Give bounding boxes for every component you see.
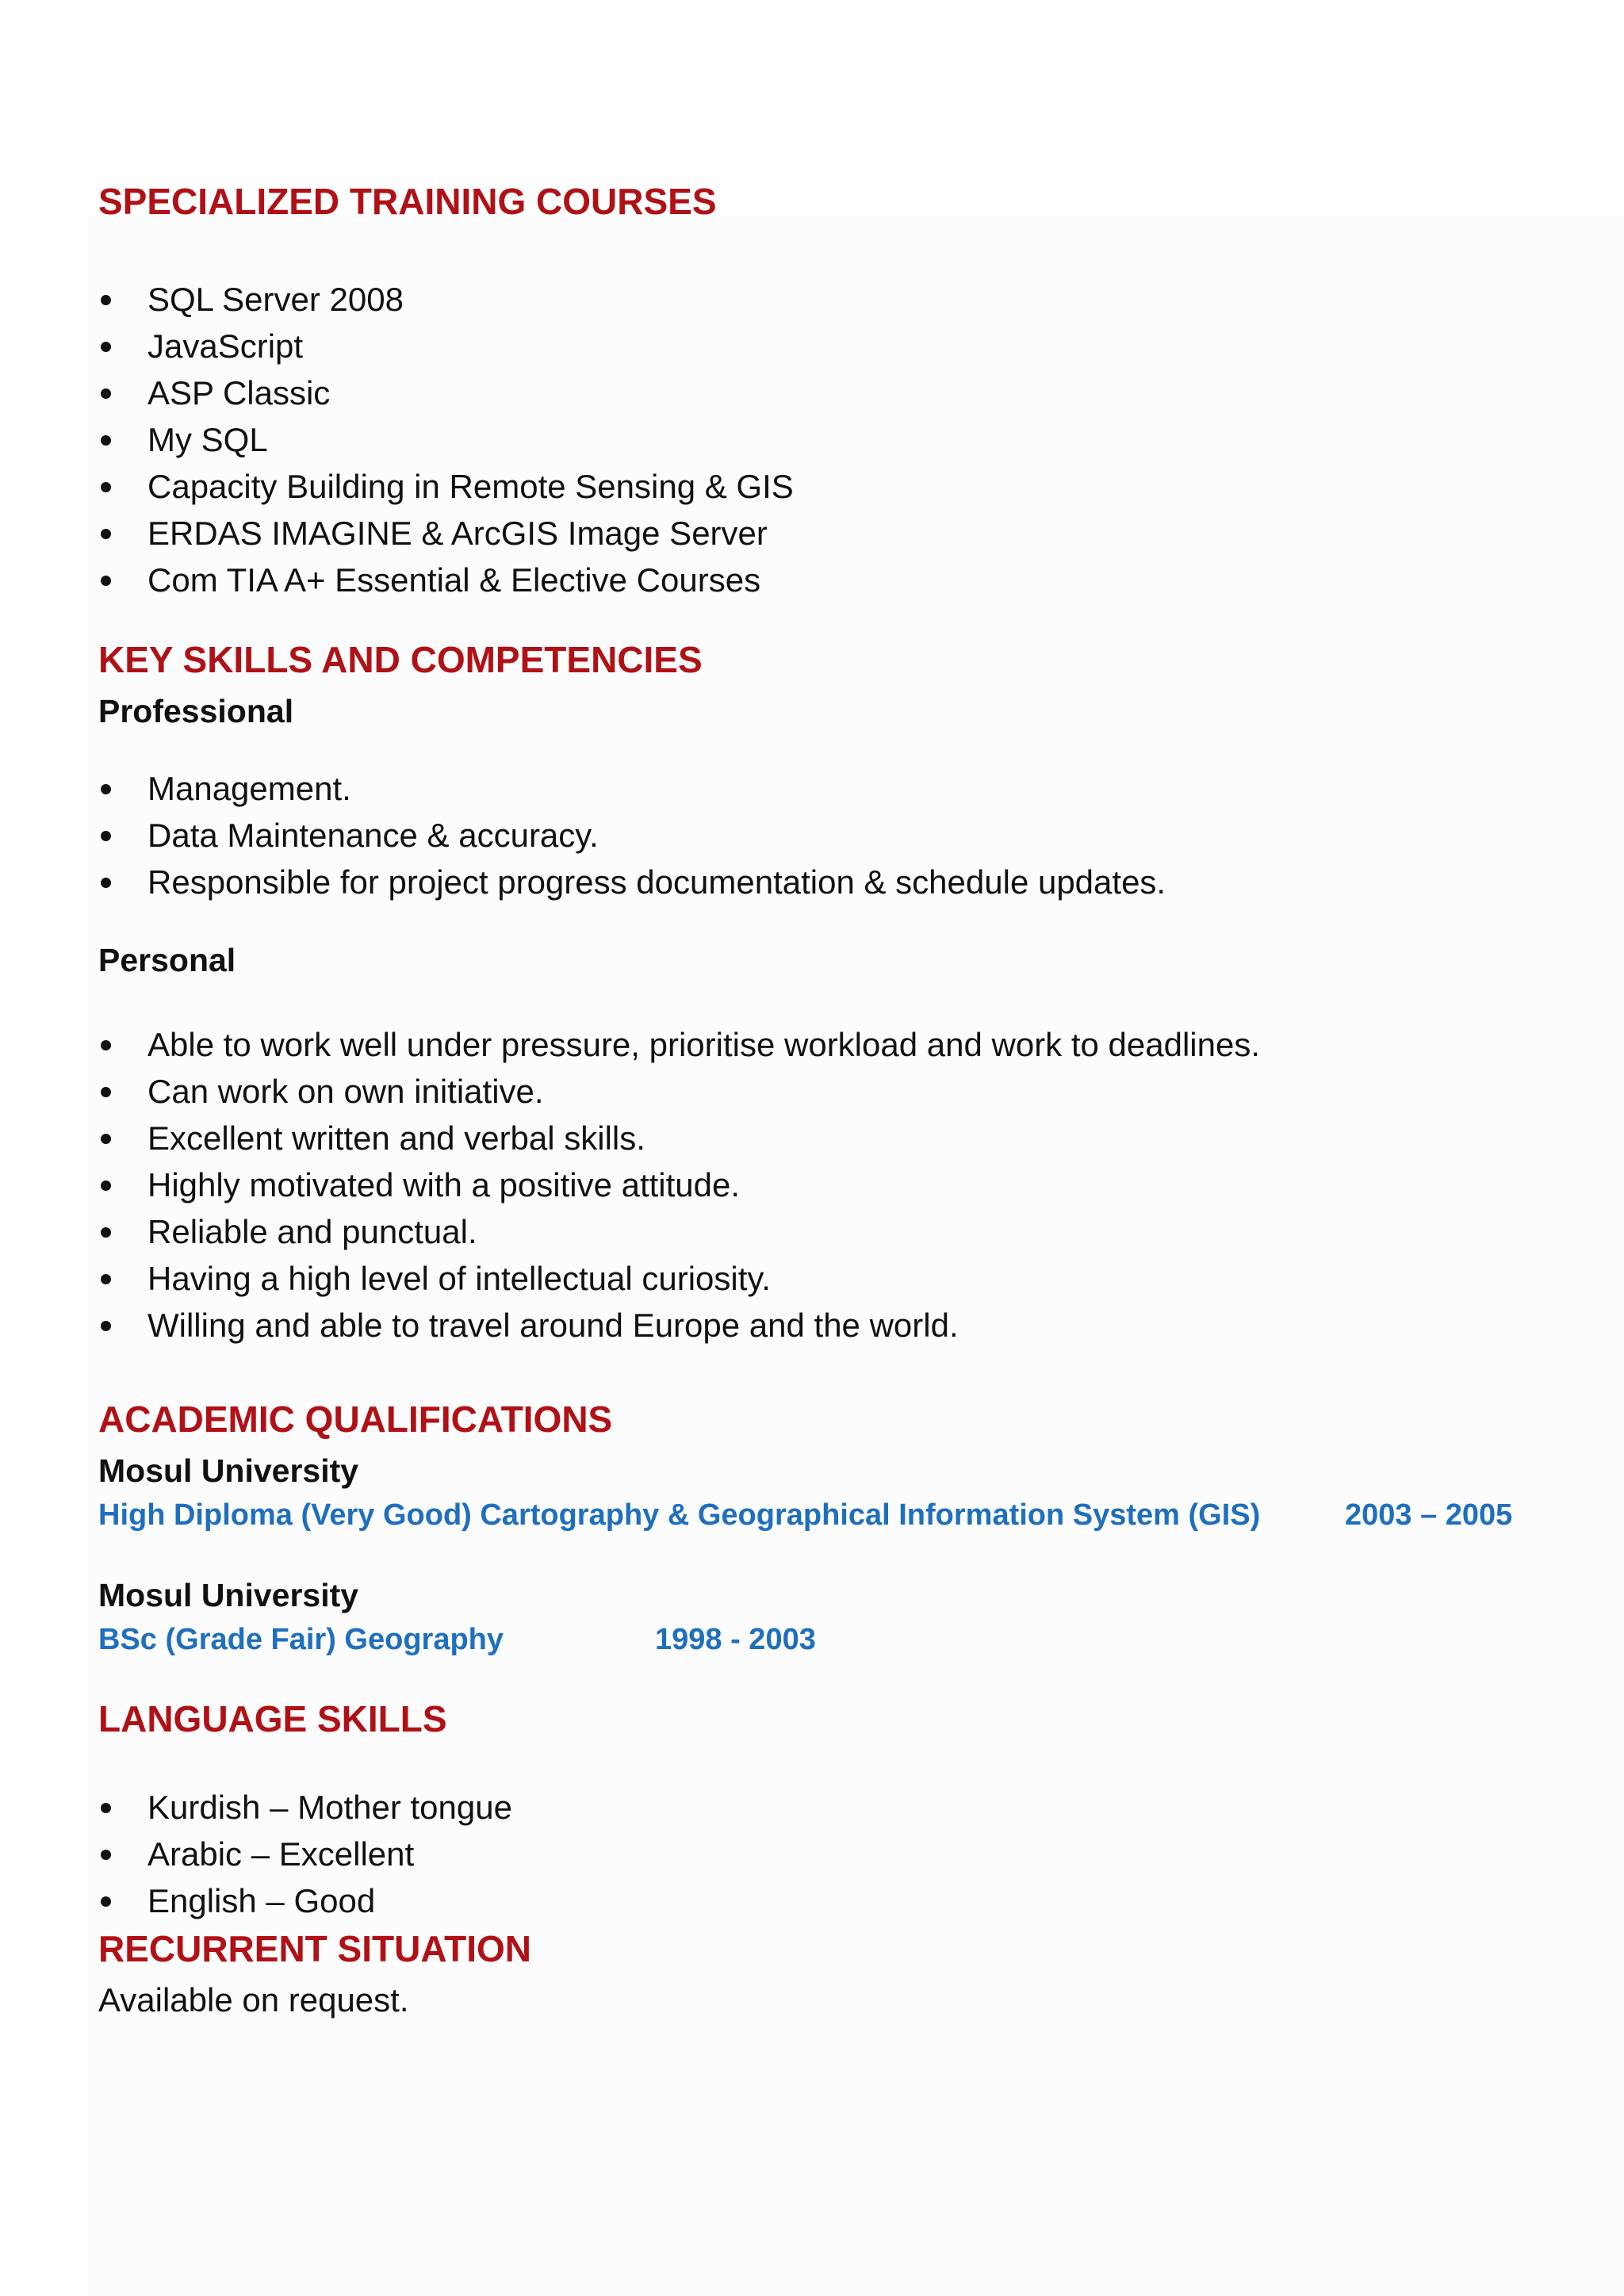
list-item [98,1255,1260,1302]
bullet-icon [101,1181,111,1191]
bullet-icon [101,1040,111,1050]
bullet-icon [101,1134,111,1144]
training-item: ERDAS IMAGINE & ArcGIS Image Server [147,515,768,552]
list-item [98,1877,512,1924]
language-item: Arabic – Excellent [147,1835,415,1873]
bullet-icon [101,529,111,539]
personal-skill: Excellent written and verbal skills. [147,1119,645,1157]
languages-list [98,1784,512,1924]
degree-years: 2003 – 2005 [1345,1498,1513,1532]
bullet-icon [101,1850,111,1860]
personal-skill: Can work on own initiative. [147,1073,544,1110]
bullet-icon [101,831,111,841]
personal-skills-list [98,1021,1260,1349]
list-item [98,323,794,369]
list-item [98,1831,512,1877]
bullet-icon [101,1321,111,1331]
skills-heading: KEY SKILLS AND COMPETENCIES [98,639,703,680]
list-item [98,812,1166,859]
bullet-icon [101,1227,111,1238]
training-item: Com TIA A+ Essential & Elective Courses [147,561,761,599]
training-heading: SPECIALIZED TRAINING COURSES [98,181,717,222]
bullet-icon [101,342,111,352]
languages-heading: LANGUAGE SKILLS [98,1698,447,1739]
list-item [98,276,794,323]
professional-skill: Management. [147,770,351,807]
bullet-icon [101,435,111,446]
institution-name: Mosul University [98,1577,359,1613]
bullet-icon [101,1803,111,1813]
list-item [98,1302,1260,1349]
list-item [98,416,794,463]
personal-subheading: Personal [98,942,236,978]
personal-skill: Able to work well under pressure, prioritise workload and work to deadlines. [147,1026,1261,1063]
list-item [98,369,794,416]
personal-skill: Willing and able to travel around Europe and the world. [147,1307,959,1344]
language-item: English – Good [147,1882,376,1919]
degree-title: High Diploma (Very Good) Cartography & Geographical Information System (GIS) [98,1498,1261,1532]
bullet-icon [101,1087,111,1097]
bullet-icon [101,295,111,305]
bullet-icon [101,482,111,492]
professional-skill: Responsible for project progress documentation & schedule updates. [147,863,1166,901]
degree-years: 1998 - 2003 [655,1623,816,1656]
list-item [98,1115,1260,1161]
list-item [98,463,794,510]
training-item: My SQL [147,421,268,458]
bullet-icon [101,388,111,399]
recurrent-text: Available on request. [98,1981,409,2019]
bullet-icon [101,576,111,586]
degree-title: BSc (Grade Fair) Geography [98,1623,504,1656]
list-item [98,1208,1260,1255]
list-item [98,510,794,557]
training-item: Capacity Building in Remote Sensing & GIS [147,468,794,505]
list-item [98,859,1166,905]
institution-name: Mosul University [98,1452,359,1489]
bullet-icon [101,784,111,794]
recurrent-heading: RECURRENT SITUATION [98,1928,532,1969]
list-item [98,557,794,603]
list-item [98,1784,512,1831]
training-item: JavaScript [147,327,304,365]
training-list [98,276,794,603]
bullet-icon [101,1896,111,1907]
list-item [98,765,1166,812]
bullet-icon [101,878,111,888]
professional-skills-list [98,765,1166,905]
personal-skill: Reliable and punctual. [147,1213,477,1250]
language-item: Kurdish – Mother tongue [147,1789,512,1826]
list-item [98,1161,1260,1208]
professional-skill: Data Maintenance & accuracy. [147,817,599,854]
bullet-icon [101,1274,111,1284]
personal-skill: Having a high level of intellectual curiosity. [147,1260,771,1297]
list-item [98,1068,1260,1115]
academic-heading: ACADEMIC QUALIFICATIONS [98,1399,613,1440]
professional-subheading: Professional [98,693,294,729]
personal-skill: Highly motivated with a positive attitude. [147,1166,741,1203]
training-item: ASP Classic [147,374,331,411]
training-item: SQL Server 2008 [147,281,404,318]
list-item [98,1021,1260,1068]
